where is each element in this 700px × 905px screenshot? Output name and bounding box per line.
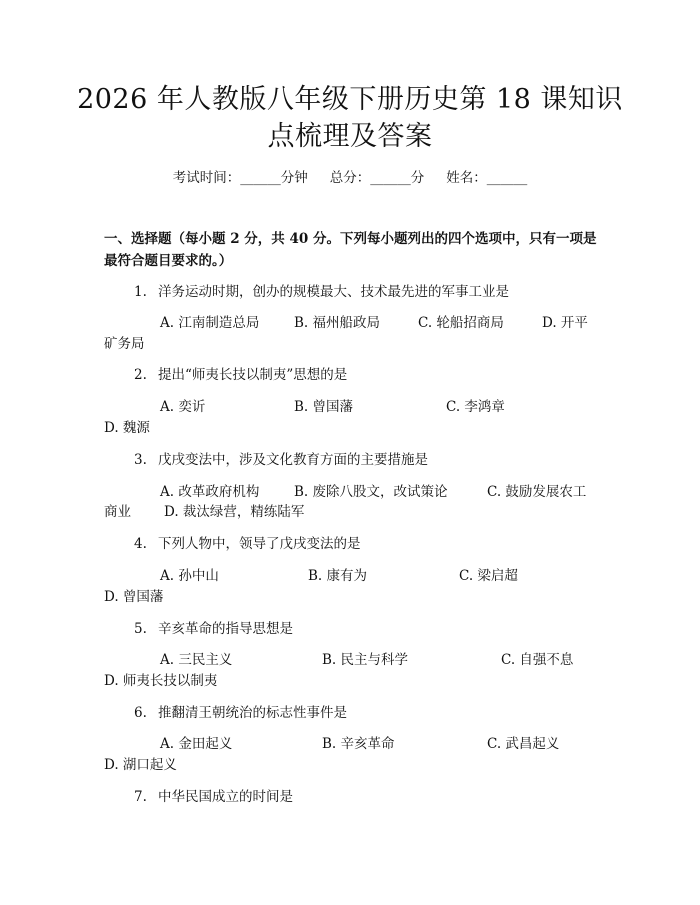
question-4	[134, 534, 361, 554]
q6-option-b: B. 辛亥革命	[322, 736, 395, 752]
q5-option-c: C. 自强不息	[501, 652, 574, 668]
question-text: 推翻清王朝统治的标志性事件是	[158, 705, 347, 721]
q2-option-d: D. 魏源	[104, 420, 150, 436]
q5-option-d: D. 师夷长技以制夷	[104, 673, 218, 689]
exam-name-field: 姓名：______	[446, 170, 528, 186]
question-text: 辛亥革命的指导思想是	[158, 621, 293, 637]
q3-option-c-cont: 商业	[104, 504, 131, 520]
question-text: 戊戌变法中，涉及文化教育方面的主要措施是	[158, 452, 428, 468]
question-number: 7.	[134, 789, 147, 805]
question-number: 2.	[134, 367, 147, 383]
q1-option-d-cont: 矿务局	[104, 336, 145, 352]
q1-option-c: C. 轮船招商局	[418, 315, 504, 331]
q3-option-b: B. 废除八股文，改试策论	[294, 484, 448, 500]
q4-option-a: A. 孙中山	[160, 568, 219, 584]
question-number: 6.	[134, 705, 147, 721]
document-title-line-2: 点梳理及答案	[267, 121, 433, 152]
question-number: 4.	[134, 536, 147, 552]
q6-option-d: D. 湖口起义	[104, 757, 177, 773]
section-heading-line-2: 最符合题目要求的。）	[104, 253, 233, 269]
q2-option-a: A. 奕䜣	[160, 399, 206, 415]
q2-option-c: C. 李鸿章	[446, 399, 505, 415]
document-title-line-1: 2026 年人教版八年级下册历史第 18 课知识	[77, 84, 623, 115]
q4-option-d: D. 曾国藩	[104, 589, 164, 605]
section-heading-line-1: 一、选择题（每小题 2 分，共 40 分。下列每小题列出的四个选项中，只有一项是	[104, 231, 597, 247]
question-3	[134, 450, 428, 470]
question-text: 中华民国成立的时间是	[158, 789, 293, 805]
q6-option-a: A. 金田起义	[160, 736, 233, 752]
q1-option-b: B. 福州船政局	[294, 315, 381, 331]
q6-option-c: C. 武昌起义	[487, 736, 560, 752]
exam-score-field: 总分：______分	[329, 170, 425, 186]
q3-option-c: C. 鼓励发展农工	[487, 484, 587, 500]
question-number: 3.	[134, 452, 147, 468]
q5-option-b: B. 民主与科学	[322, 652, 409, 668]
question-1	[134, 282, 509, 302]
question-7	[134, 787, 293, 807]
exam-time-field: 考试时间：______分钟	[172, 170, 308, 186]
question-6	[134, 703, 347, 723]
exam-info	[0, 168, 700, 188]
question-text: 下列人物中，领导了戊戌变法的是	[158, 536, 361, 552]
q3-option-d: D. 裁汰绿营，精练陆军	[164, 504, 305, 520]
q4-option-b: B. 康有为	[308, 568, 368, 584]
q1-option-a: A. 江南制造总局	[160, 315, 260, 331]
question-5	[134, 619, 293, 639]
q4-option-c: C. 梁启超	[459, 568, 518, 584]
question-text: 提出“师夷长技以制夷”思想的是	[158, 367, 348, 383]
q5-option-a: A. 三民主义	[160, 652, 233, 668]
q3-option-a: A. 改革政府机构	[160, 484, 260, 500]
question-2	[134, 365, 347, 385]
question-number: 5.	[134, 621, 147, 637]
question-number: 1.	[134, 284, 147, 300]
question-text: 洋务运动时期，创办的规模最大、技术最先进的军事工业是	[158, 284, 509, 300]
q2-option-b: B. 曾国藩	[294, 399, 354, 415]
q1-option-d: D. 开平	[542, 315, 588, 331]
